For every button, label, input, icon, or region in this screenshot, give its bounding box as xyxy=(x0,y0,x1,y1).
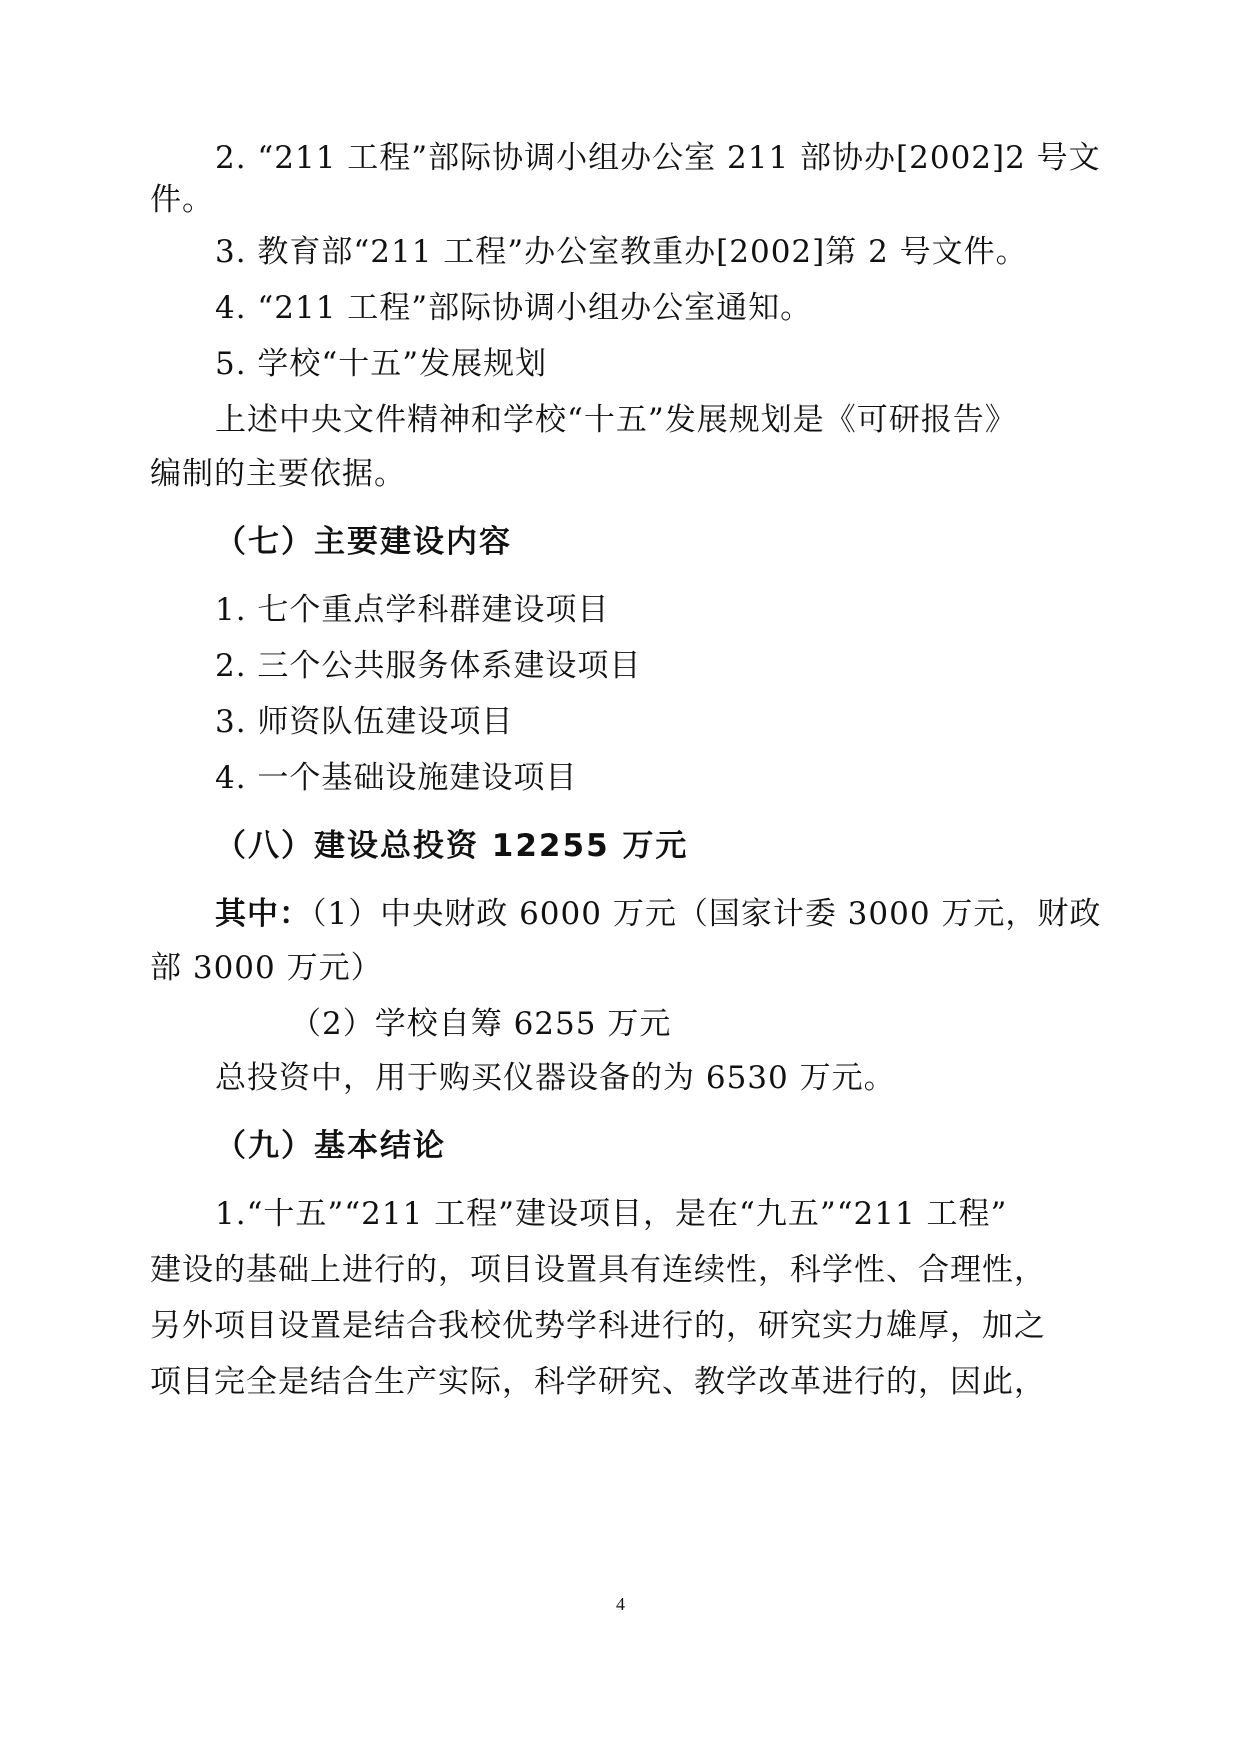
basis-item-5: 5. 学校“十五”发展规划 xyxy=(215,346,548,382)
section-8-lead-label: 其中： xyxy=(215,896,311,932)
section-8-line-2: 部 3000 万元） xyxy=(150,950,383,986)
basis-item-3: 3. 教育部“211 工程”办公室教重办[2002]第 2 号文件。 xyxy=(215,234,1028,270)
section-9-line-1: 1.“十五”“211 工程”建设项目，是在“九五”“211 工程” xyxy=(215,1196,1008,1232)
section-9-line-4: 项目完全是结合生产实际，科学研究、教学改革进行的，因此， xyxy=(150,1364,1046,1400)
basis-summary-line-2: 编制的主要依据。 xyxy=(150,456,406,492)
section-8-line-1-text: （1）中央财政 6000 万元（国家计委 3000 万元，财政 xyxy=(311,896,1102,932)
section-7-item-1: 1. 七个重点学科群建设项目 xyxy=(215,592,610,628)
basis-summary-line-1: 上述中央文件精神和学校“十五”发展规划是《可研报告》 xyxy=(215,402,1017,438)
section-7-heading: （七）主要建设内容 xyxy=(215,524,512,560)
section-7-item-2: 2. 三个公共服务体系建设项目 xyxy=(215,648,642,684)
section-8-heading: （八）建设总投资 12255 万元 xyxy=(215,828,689,864)
section-8-line-1 xyxy=(215,894,1101,934)
section-7-item-3: 3. 师资队伍建设项目 xyxy=(215,704,514,740)
section-8-line-3: （2）学校自筹 6255 万元 xyxy=(290,1006,672,1042)
basis-item-2-line-1: 2. “211 工程”部际协调小组办公室 211 部协办[2002]2 号文 xyxy=(215,140,1101,176)
page-number: 4 xyxy=(616,1594,625,1614)
section-9-heading: （九）基本结论 xyxy=(215,1128,446,1164)
section-9-line-2: 建设的基础上进行的，项目设置具有连续性，科学性、合理性， xyxy=(150,1252,1046,1288)
basis-item-4: 4. “211 工程”部际协调小组办公室通知。 xyxy=(215,290,813,326)
section-9-line-3: 另外项目设置是结合我校优势学科进行的，研究实力雄厚，加之 xyxy=(150,1308,1046,1344)
basis-item-2-line-2: 件。 xyxy=(150,182,214,218)
section-7-item-4: 4. 一个基础设施建设项目 xyxy=(215,760,578,796)
section-8-line-4: 总投资中，用于购买仪器设备的为 6530 万元。 xyxy=(215,1060,896,1096)
